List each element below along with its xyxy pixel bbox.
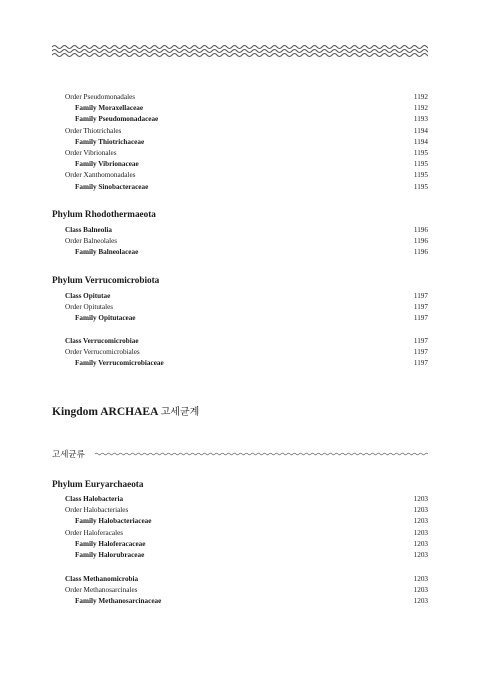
toc-entry-cls[interactable] [0,336,480,347]
kingdom-name-ko: 고세균계 [160,407,200,418]
toc-entry-family[interactable] [0,114,480,125]
section-wave-line [95,449,428,459]
toc-entry-family[interactable] [0,103,480,114]
entry-label: Family Verrucomicrobiaceae [75,359,164,368]
entry-label: Order Verrucomicrobiales [65,348,140,357]
entry-page-number: 1203 [413,539,428,548]
phylum-heading: Phylum Rhodothermaeota [52,209,156,219]
entry-page-number: 1196 [413,237,428,246]
entry-page-number: 1203 [413,495,428,503]
entry-page-number: 1203 [413,517,428,526]
toc-entry-family[interactable] [0,159,480,170]
phylum-heading: Phylum Verrucomicrobiota [52,275,160,285]
entry-page-number: 1197 [413,303,428,312]
entry-page-number: 1192 [413,93,428,101]
entry-page-number: 1196 [413,248,428,257]
entry-label: Order Thiotrichales [65,126,122,135]
phylum-heading: Phylum Euryarchaeota [52,479,144,489]
entry-label: Order Pseudomonadales [65,93,136,101]
toc-entry-order[interactable] [0,302,480,313]
toc-entry-family[interactable] [0,313,480,324]
entry-label: Family Pseudomonadaceae [75,115,159,124]
entry-page-number: 1197 [413,337,428,345]
toc-entry-family[interactable] [0,358,480,369]
entry-page-number: 1203 [413,597,428,606]
entry-page-number: 1203 [413,575,428,583]
entry-label: Order Haloferacales [65,528,124,537]
toc-entry-family[interactable] [0,247,480,258]
entry-label: Family Sinobacteraceae [75,182,149,191]
toc-entry-cls[interactable] [0,494,480,505]
toc-entry-order[interactable] [0,528,480,539]
entry-label: Family Halorubraceae [75,551,145,559]
toc-entry-family[interactable] [0,516,480,527]
toc-entry-family[interactable] [0,539,480,550]
entry-page-number: 1194 [413,137,428,146]
entry-label: Class Halobacteria [65,495,124,503]
toc-entry-order[interactable] [0,148,480,159]
entry-label: Family Balneolaceae [75,248,139,257]
entry-page-number: 1195 [413,149,428,157]
entry-label: Family Vibrionaceae [75,160,139,169]
entry-page-number: 1195 [413,182,428,191]
entry-page-number: 1193 [413,115,428,124]
entry-page-number: 1197 [413,359,428,368]
entry-label: Family Haloferacaceae [75,539,146,548]
entry-label: Class Methanomicrobia [65,575,139,583]
entry-label: Order Vibrionales [65,149,117,157]
entry-label: Class Balneolia [65,226,112,234]
entry-label: Family Opitutaceae [75,314,136,323]
top-wave-border [52,42,428,60]
toc-entry-order[interactable] [0,170,480,181]
entry-label: Class Verrucomicrobiae [65,337,139,345]
entry-label: Order Methanosarcinales [65,586,138,595]
toc-entry-family[interactable] [0,137,480,148]
toc-entry-order[interactable] [0,92,480,103]
entry-page-number: 1203 [413,528,428,537]
entry-label: Order Halobacteriales [65,506,129,515]
entry-page-number: 1195 [413,171,428,180]
toc-entry-order[interactable] [0,585,480,596]
entry-page-number: 1195 [413,160,428,169]
toc-entry-cls[interactable] [0,574,480,585]
entry-label: Family Moraxellaceae [75,104,144,113]
toc-entry-cls[interactable] [0,225,480,236]
entry-label: Family Halobacteriaceae [75,517,152,526]
section-heading-ko: 고세균류 [52,450,85,460]
toc-entry-order[interactable] [0,347,480,358]
kingdom-heading [52,403,199,418]
toc-entry-order[interactable] [0,505,480,516]
toc-entry-order[interactable] [0,126,480,137]
entry-label: Class Opitutae [65,292,111,300]
kingdom-name: Kingdom ARCHAEA [52,406,158,418]
entry-page-number: 1197 [413,314,428,323]
toc-entry-family[interactable] [0,596,480,607]
entry-label: Family Thiotrichaceae [75,137,145,146]
entry-label: Order Opitutales [65,303,114,312]
entry-page-number: 1203 [413,586,428,595]
entry-page-number: 1203 [413,551,428,559]
toc-entry-family[interactable] [0,550,480,561]
entry-page-number: 1196 [413,226,428,234]
entry-page-number: 1194 [413,126,428,135]
toc-entry-family[interactable] [0,182,480,193]
toc-entry-order[interactable] [0,236,480,247]
entry-label: Family Methanosarcinaceae [75,597,162,606]
entry-page-number: 1197 [413,348,428,357]
entry-page-number: 1192 [413,104,428,113]
entry-label: Order Xanthomonadales [65,171,136,180]
toc-entry-cls[interactable] [0,291,480,302]
entry-label: Order Balneolales [65,237,118,246]
entry-page-number: 1197 [413,292,428,300]
entry-page-number: 1203 [413,506,428,515]
